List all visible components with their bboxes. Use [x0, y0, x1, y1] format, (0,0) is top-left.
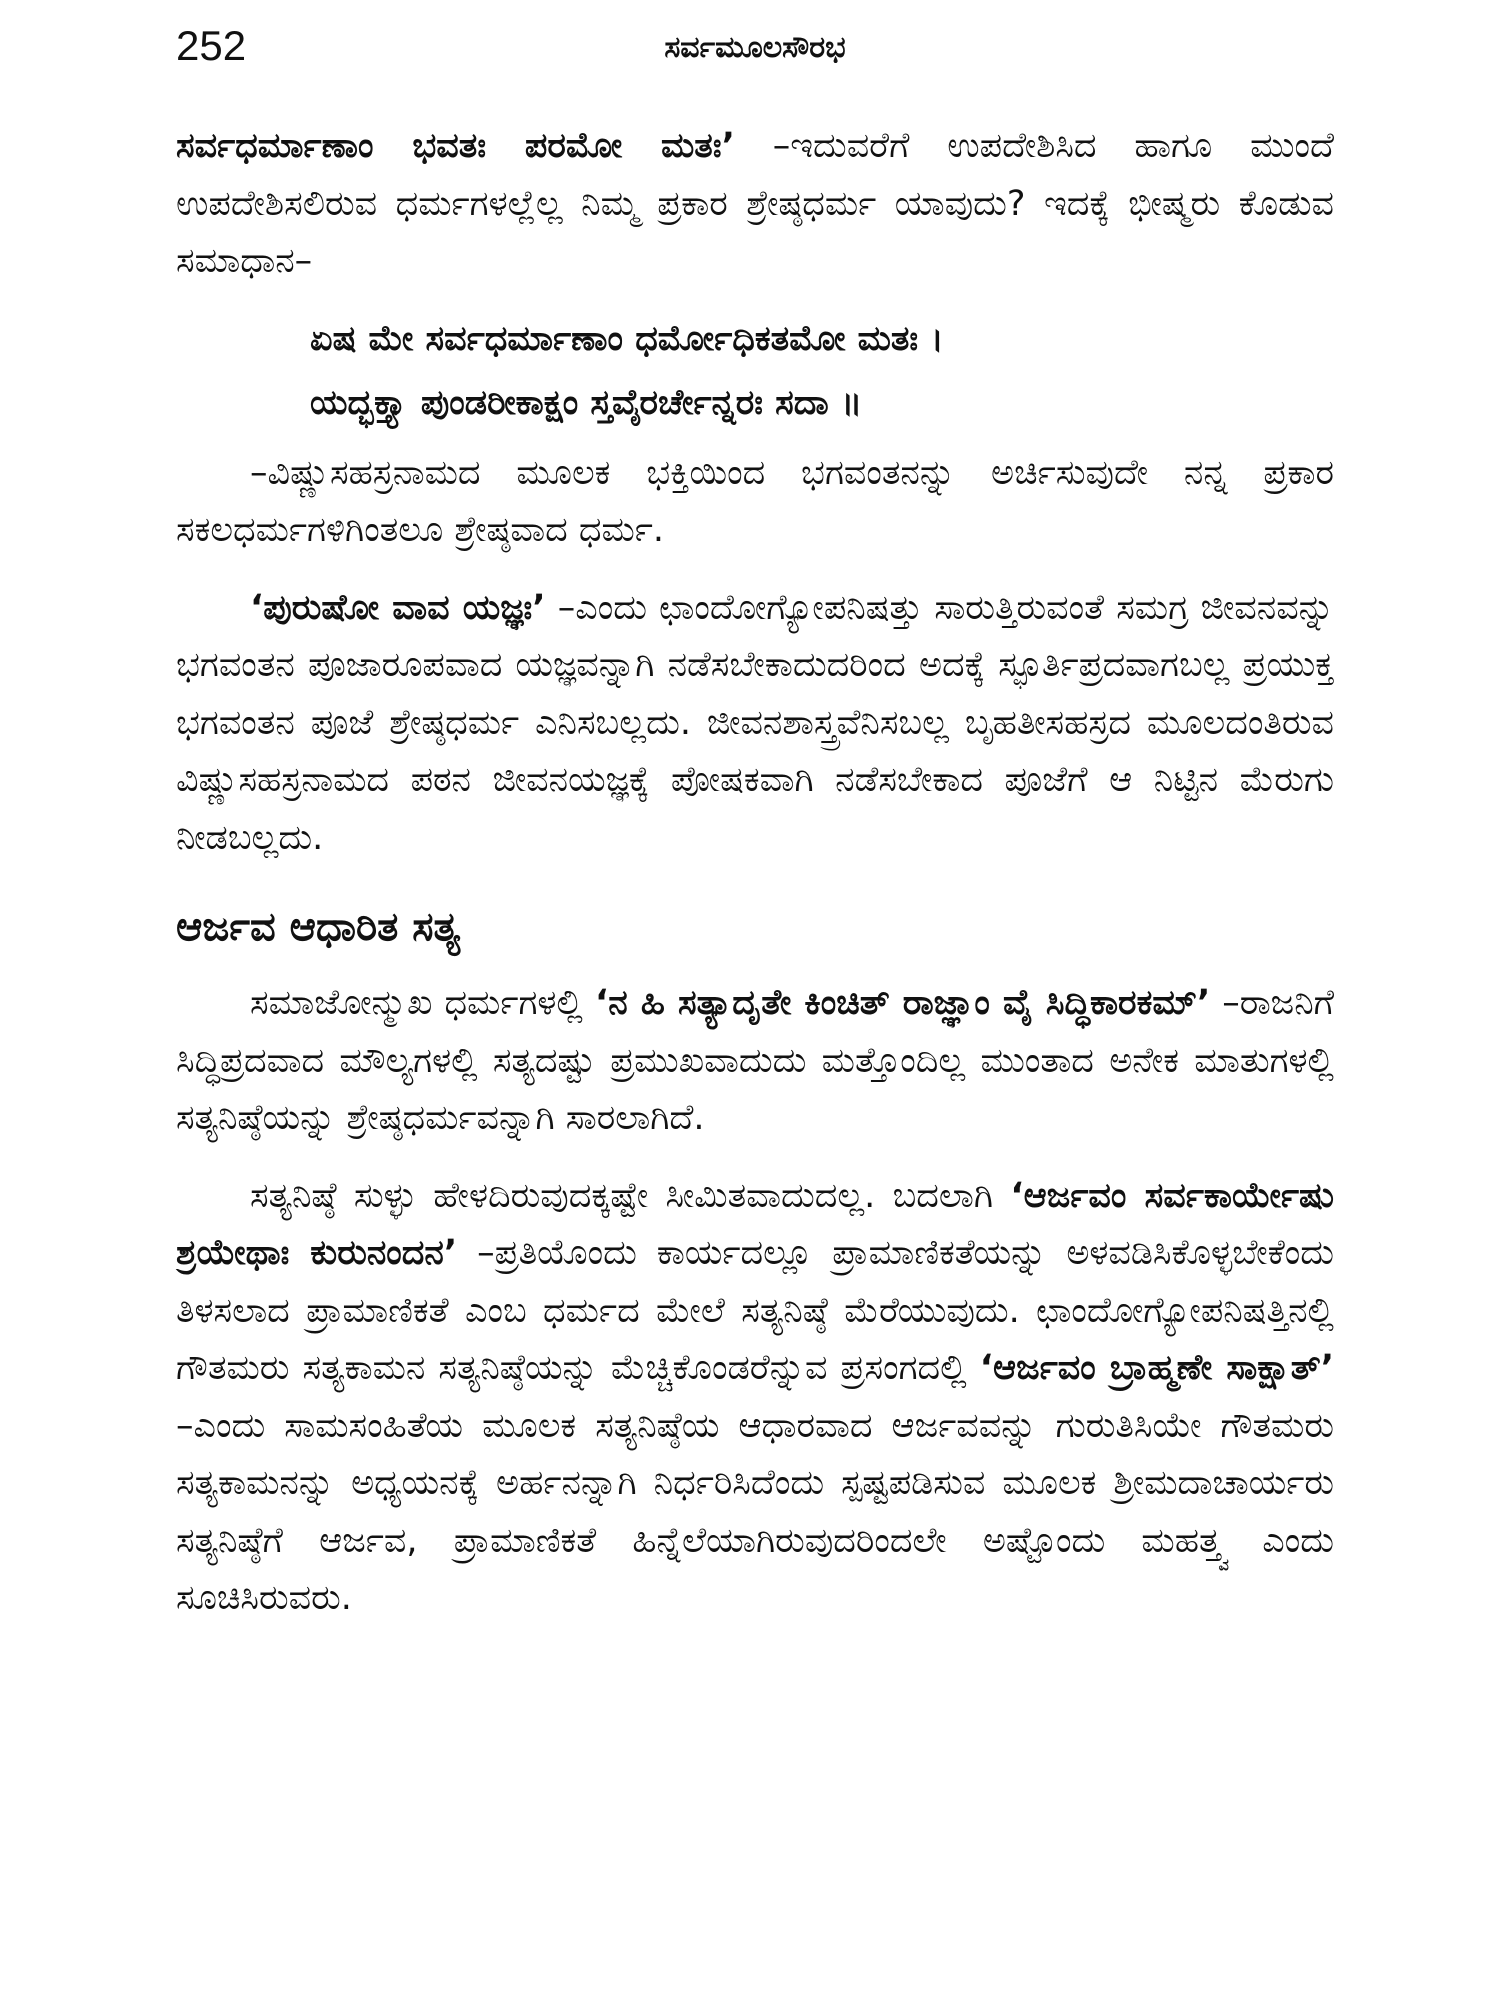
- paragraph-4-bold-quote: ‘ನ ಹಿ ಸತ್ಯಾದೃತೇ ಕಿಂಚಿತ್ ರಾಜ್ಞಾಂ ವೈ ಸಿದ್ಧಿಕಾರಕಮ್’: [594, 983, 1211, 1023]
- paragraph-5-text-1: ಸತ್ಯನಿಷ್ಠೆ ಸುಳ್ಳು ಹೇಳದಿರುವುದಕ್ಕಷ್ಟೇ ಸೀಮಿತವಾದುದಲ್ಲ. ಬದಲಾಗಿ: [250, 1175, 1011, 1216]
- paragraph-5: [176, 1168, 1334, 1628]
- verse-line-2: ಯದ್ಭಕ್ತ್ಯಾ ಪುಂಡರೀಕಾಕ್ಷಂ ಸ್ತವೈರರ್ಚೇನ್ನರಃ ಸದಾ ॥: [310, 382, 863, 423]
- paragraph-4: [176, 975, 1334, 1148]
- paragraph-3-text: –ಎಂದು ಛಾಂದೋಗ್ಯೋಪನಿಷತ್ತು ಸಾರುತ್ತಿರುವಂತೆ ಸಮಗ್ರ ಜೀವನವನ್ನು ಭಗವಂತನ ಪೂಜಾರೂಪವಾದ ಯಜ್ಞವನ್ನಾಗಿ ನಡೆಸಬೇಕಾದುದರಿಂದ ಅದಕ್ಕೆ ಸ್ಫೂರ್ತಿಪ್ರದವಾಗಬಲ್ಲ ಪ್ರಯುಕ್ತ ಭಗವಂತನ ಪೂಜೆ ಶ್ರೇಷ್ಠಧರ್ಮ ಎನಿಸಬಲ್ಲದು. ಜೀವನಶಾಸ್ತ್ರವೆನಿಸಬಲ್ಲ ಬೃಹತೀಸಹಸ್ರದ ಮೂಲದಂತಿರುವ ವಿಷ್ಣುಸಹಸ್ರನಾಮದ ಪಠನ ಜೀವನಯಜ್ಞಕ್ಕೆ ಪೋಷಕವಾಗಿ ನಡೆಸಬೇಕಾದ ಪೂಜೆಗೆ ಆ ನಿಟ್ಟಿನ ಮೆರುಗು ನೀಡಬಲ್ಲದು.: [176, 587, 1334, 858]
- paragraph-5-text-2: –ಪ್ರತಿಯೊಂದು ಕಾರ್ಯದಲ್ಲೂ ಪ್ರಾಮಾಣಿಕತೆಯನ್ನು ಅಳವಡಿಸಿಕೊಳ್ಳಬೇಕೆಂದು ತಿಳಸಲಾದ ಪ್ರಾಮಾಣಿಕತೆ ಎಂಬ ಧರ್ಮದ ಮೇಲೆ ಸತ್ಯನಿಷ್ಠೆ ಮೆರೆಯುವುದು. ಛಾಂದೋಗ್ಯೋಪನಿಷತ್ತಿನಲ್ಲಿ ಗೌತಮರು ಸತ್ಯಕಾಮನ ಸತ್ಯನಿಷ್ಠೆಯನ್ನು ಮೆಚ್ಚಿಕೊಂಡರೆನ್ನುವ ಪ್ರಸಂಗದಲ್ಲಿ: [176, 1233, 1334, 1388]
- sanskrit-verse: [176, 307, 1334, 435]
- paragraph-1: [176, 118, 1334, 291]
- section-heading: ಆರ್ಜವ ಆಧಾರಿತ ಸತ್ಯ: [176, 904, 461, 950]
- page-header: [176, 0, 1334, 110]
- page-number: 252: [176, 22, 247, 69]
- paragraph-5-bold-quote-1: ‘ಆರ್ಜವಂ ಸರ್ವಕಾರ್ಯೇಷು ಶ್ರಯೇಥಾಃ ಕುರುನಂದನ’: [176, 1175, 1334, 1273]
- paragraph-1-bold-lead: ಸರ್ವಧರ್ಮಾಣಾಂ ಭವತಃ ಪರಮೋ ಮತಃ’: [176, 126, 735, 166]
- verse-line-1: ಏಷ ಮೇ ಸರ್ವಧರ್ಮಾಣಾಂ ಧರ್ಮೋಧಿಕತಮೋ ಮತಃ ।: [310, 318, 944, 359]
- paragraph-1-text: –ಇದುವರೆಗೆ ಉಪದೇಶಿಸಿದ ಹಾಗೂ ಮುಂದೆ ಉಪದೇಶಿಸಲಿರುವ ಧರ್ಮಗಳಲ್ಲೆಲ್ಲ ನಿಮ್ಮ ಪ್ರಕಾರ ಶ್ರೇಷ್ಠಧರ್ಮ ಯಾವುದು? ಇದಕ್ಕೆ ಭೀಷ್ಮರು ಕೊಡುವ ಸಮಾಧಾನ–: [176, 126, 1334, 281]
- running-title: ಸರ್ವಮೂಲಸೌರಭ: [664, 30, 846, 65]
- paragraph-5-bold-quote-2: ‘ಆರ್ಜವಂ ಬ್ರಾಹ್ಮಣೇ ಸಾಕ್ಷಾತ್’: [979, 1348, 1334, 1388]
- paragraph-4-text-before: ಸಮಾಜೋನ್ಮುಖ ಧರ್ಮಗಳಲ್ಲಿ: [250, 983, 595, 1023]
- paragraph-2: –ವಿಷ್ಣುಸಹಸ್ರನಾಮದ ಮೂಲಕ ಭಕ್ತಿಯಿಂದ ಭಗವಂತನನ್ನು ಅರ್ಚಿಸುವುದೇ ನನ್ನ ಪ್ರಕಾರ ಸಕಲಧರ್ಮಗಳಿಗಿಂತಲೂ ಶ್ರೇಷ್ಠವಾದ ಧರ್ಮ.: [176, 452, 1334, 550]
- paragraph-3-bold-lead: ‘ಪುರುಷೋ ವಾವ ಯಜ್ಞಃ’: [250, 587, 546, 628]
- paragraph-3: [176, 580, 1334, 868]
- paragraph-5-text-3: –ಎಂದು ಸಾಮಸಂಹಿತೆಯ ಮೂಲಕ ಸತ್ಯನಿಷ್ಠೆಯ ಆಧಾರವಾದ ಆರ್ಜವವನ್ನು ಗುರುತಿಸಿಯೇ ಗೌತಮರು ಸತ್ಯಕಾಮನನ್ನು ಅಧ್ಯಯನಕ್ಕೆ ಅರ್ಹನನ್ನಾಗಿ ನಿರ್ಧರಿಸಿದೆಂದು ಸ್ಪಷ್ಟಪಡಿಸುವ ಮೂಲಕ ಶ್ರೀಮದಾಚಾರ್ಯರು ಸತ್ಯನಿಷ್ಠೆಗೆ ಆರ್ಜವ, ಪ್ರಾಮಾಣಿಕತೆ ಹಿನ್ನೆಲೆಯಾಗಿರುವುದರಿಂದಲೇ ಅಷ್ಟೊಂದು ಮಹತ್ತ್ವ ಎಂದು ಸೂಚಿಸಿರುವರು.: [176, 1405, 1334, 1618]
- paragraph-4-text-after: –ರಾಜನಿಗೆ ಸಿದ್ಧಿಪ್ರದವಾದ ಮೌಲ್ಯಗಳಲ್ಲಿ ಸತ್ಯದಷ್ಟು ಪ್ರಮುಖವಾದುದು ಮತ್ತೊಂದಿಲ್ಲ ಮುಂತಾದ ಅನೇಕ ಮಾತುಗಳಲ್ಲಿ ಸತ್ಯನಿಷ್ಠೆಯನ್ನು ಶ್ರೇಷ್ಠಧರ್ಮವನ್ನಾಗಿ ಸಾರಲಾಗಿದೆ.: [176, 983, 1334, 1138]
- page-body: [176, 118, 1334, 1628]
